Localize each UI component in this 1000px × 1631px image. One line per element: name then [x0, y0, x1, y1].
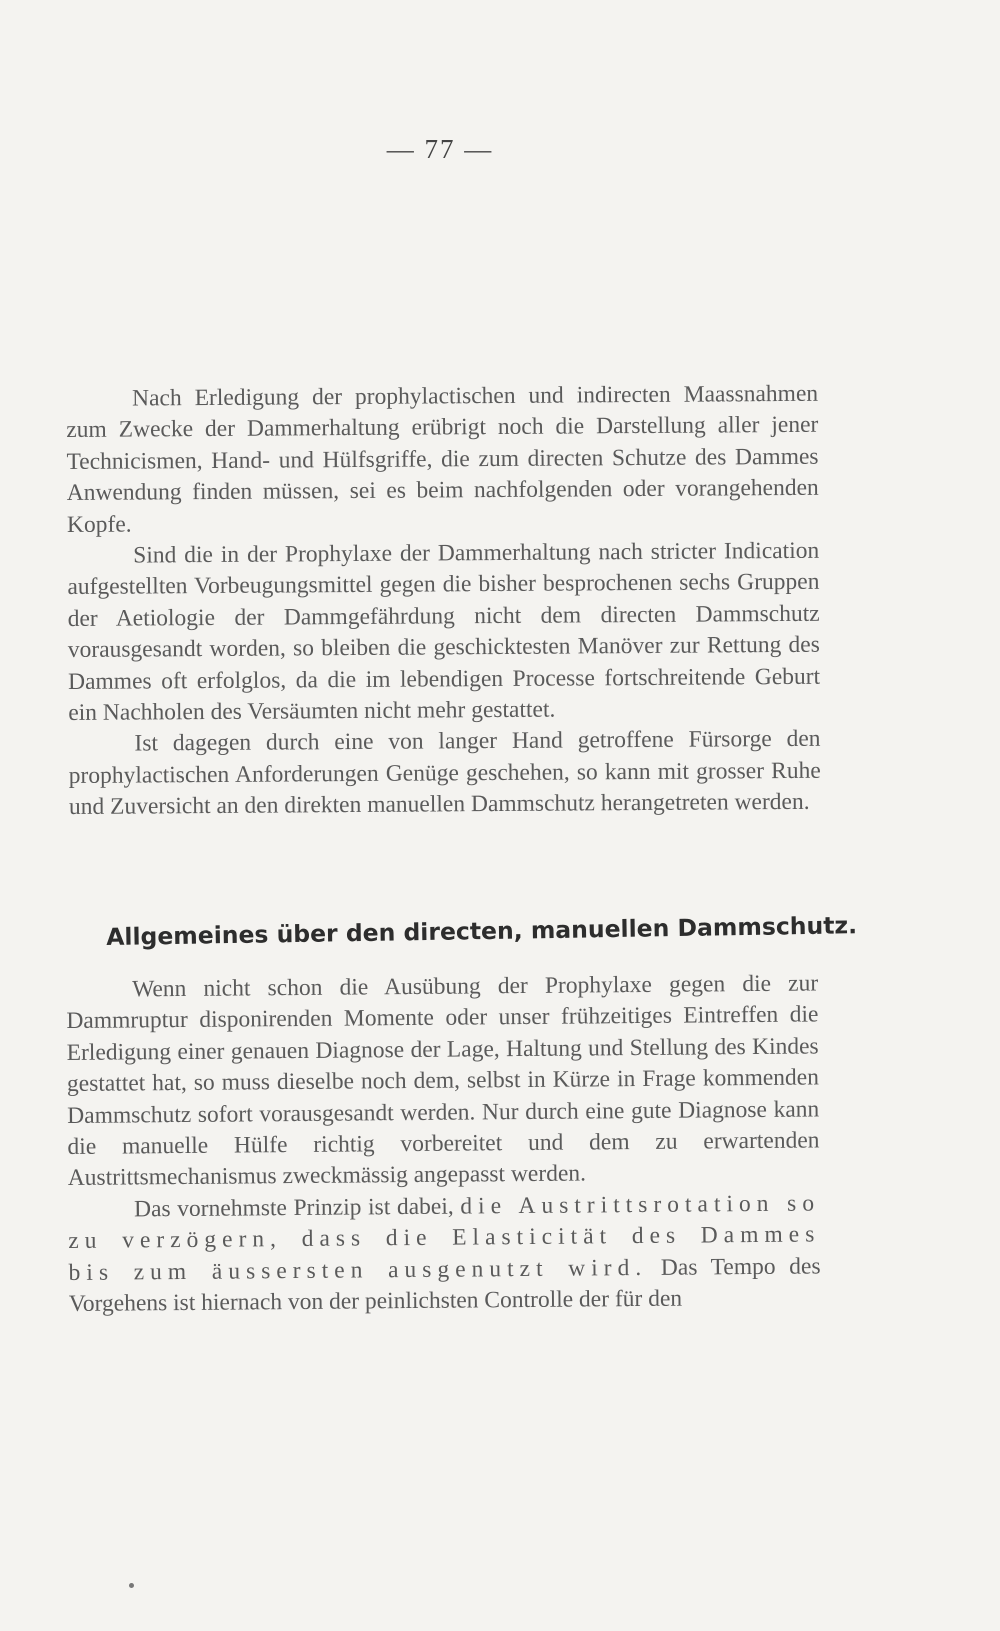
paragraph: [68, 1188, 821, 1320]
section-general: [66, 968, 821, 1320]
emphasized-text: die Austrittsrotation so zu verzögern, dass die Elasticität des Dammes bis zum äussersten ausgenutzt wird.: [68, 1190, 821, 1286]
ink-speck: [129, 1583, 134, 1588]
section-heading: Allgemeines über den directen, manuellen Dammschutz.: [106, 911, 858, 951]
paragraph-text: Das Tempo des Vorgehens ist hiernach von der peinlichsten Controlle der für den: [68, 1253, 821, 1318]
paragraph: Wenn nicht schon die Ausübung der Prophylaxe gegen die zur Dammruptur disponirenden Momente oder unser frühzeitiges Eintreffen die Erledigung einer genauen Diagnose der Lage, Haltung und Stellung des Kindes gestattet hat, so muss dieselbe noch dem, selbst in Kürze in Frage kommenden Dammschutz sofort vorausgesandt werden. Nur durch eine gute Diagnose kann die manuelle Hülfe richtig vorbereitet und dem zu erwartenden Austrittsmechanismus zweckmässig angepasst werden.: [66, 970, 820, 1192]
paragraph-text: Das vornehmste Prinzip ist dabei,: [133, 1193, 454, 1223]
paragraph: Sind die in der Prophylaxe der Dammerhaltung nach stricter Indication aufgestellten Vorbeugungsmittel gegen die bisher besprochenen sechs Gruppen der Aetiologie der Dammgefährdung nicht dem directen Dammschutz vorausgesandt worden, so bleiben die geschicktesten Manöver zur Rettung des Dammes oft erfolglos, da die im lebendigen Processe fortschreitende Geburt ein Nachholen des Versäumten nicht mehr gestattet.: [67, 537, 821, 727]
section-intro: [66, 379, 821, 824]
paragraph: Nach Erledigung der prophylactischen und indirecten Maassnahmen zum Zwecke der Dammerhaltung erübrigt noch die Darstellung aller jener Technicismen, Hand- und Hülfsgriffe, die zum directen Schutze des Dammes Anwendung finden müssen, sei es beim nachfolgenden oder vorangehenden Kopfe.: [66, 380, 819, 538]
paragraph: Ist dagegen durch eine von langer Hand getroffene Fürsorge den prophylactischen Anforderungen Genüge geschehen, so kann mit grosser Ruhe und Zuversicht an den direkten manuellen Dammschutz herangetreten werden.: [68, 726, 821, 821]
page-number: — 77 —: [386, 134, 494, 164]
